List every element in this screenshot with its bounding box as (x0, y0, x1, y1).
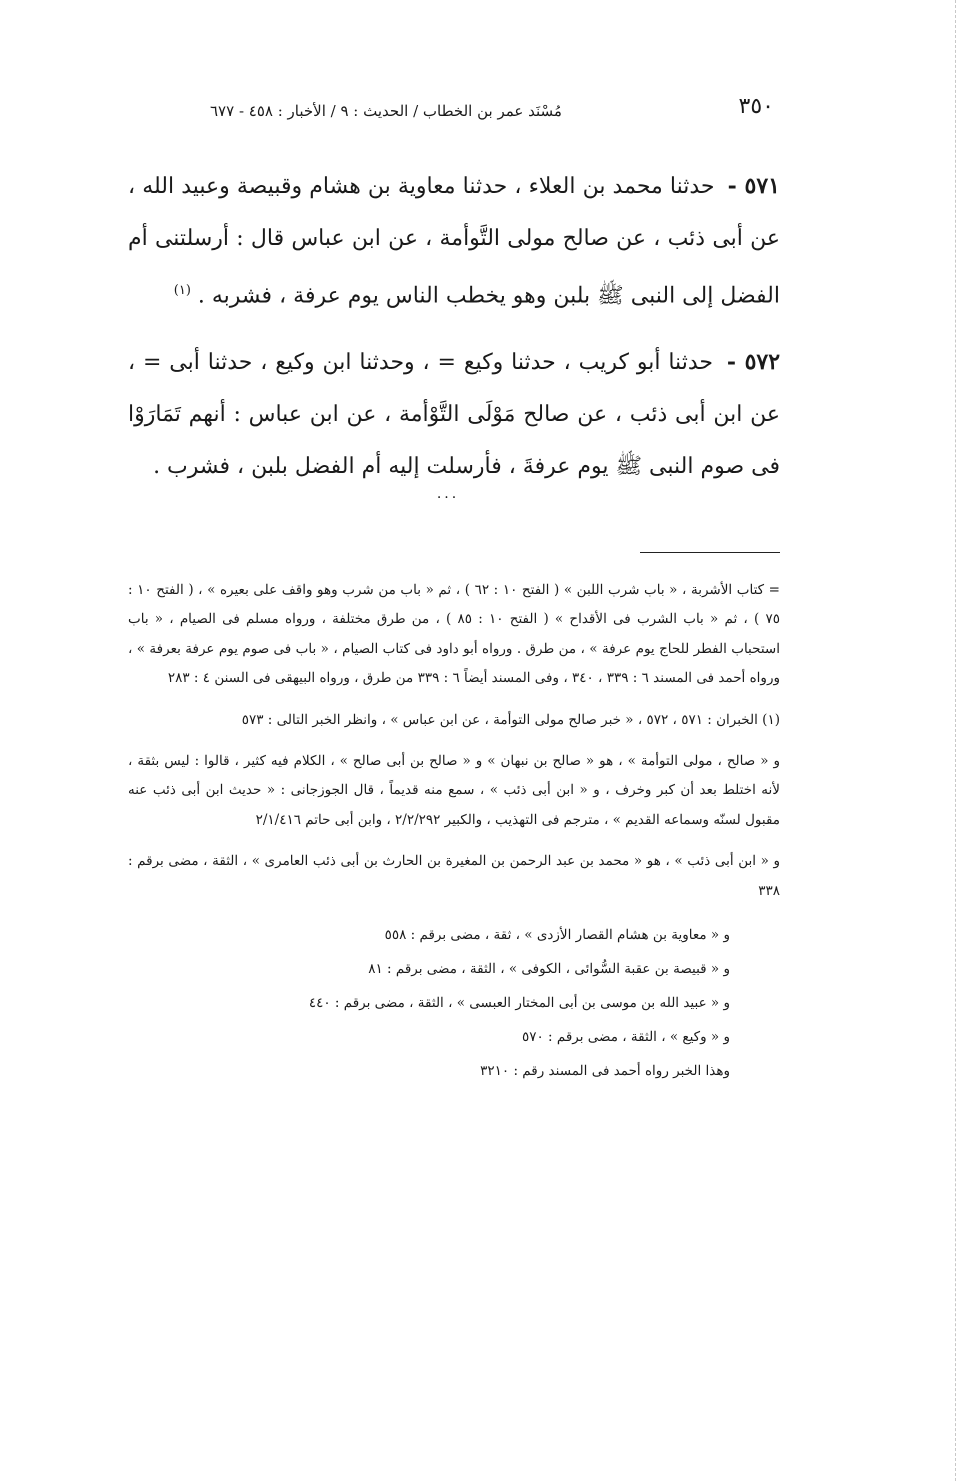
running-head: مُسْنَد عمر بن الخطاب / الحديث : ٩ / الأخبار : ٤٥٨ - ٦٧٧ (210, 102, 562, 120)
page-number: ٣٥٠ (738, 94, 774, 119)
footnote-salih: و « صالح ، مولى التوأمة » ، هو « صالح بن نبهان » و « صالح بن أبى صالح » ، الكلام فيه كثير ، قالوا : ليس بثقة ، لأنه اختلط بعد أن كبر وخرف ، و « ابن أبى ذئب » ، سمع منه قديماً ، قال الجوزجانى : « حديث ابن أبى ذئب عنه مقبول لسنّه وسماعه القديم » ، مترجم فى التهذيب ، والكبير ٢/٢/٢٩٢ ، وابن أبى حاتم ٢/١/٤١٦ (128, 753, 780, 828)
section-separator: ... (436, 486, 460, 502)
footnote-item: و « عبيد الله بن موسى بن أبى المختار العبسى » ، الثقة ، مضى برقم : ٤٤٠ (308, 995, 730, 1012)
page-edge (955, 0, 958, 1481)
footnote-item: و « وكيع » ، الثقة ، مضى برقم : ٥٧٠ (521, 1029, 730, 1046)
page-header (130, 90, 780, 130)
footnote-rule (640, 552, 780, 553)
footnote-item: وهذا الخبر رواه أحمد فى المسند رقم : ٣٢١٠ (480, 1063, 730, 1080)
footnote-item: و « قبيصة بن عقبة السُّوائى ، الكوفى » ، الثقة ، مضى برقم : ٨١ (368, 961, 730, 978)
footnote-item: و « معاوية بن هشام القصار الأزدى » ، ثقة ، مضى برقم : ٥٥٨ (384, 927, 730, 944)
footnotes (128, 576, 780, 1088)
hadith-text: حدثنا أبو كريب ، حدثنا وكيع = ، وحدثنا ابن وكيع ، حدثنا أبى = ، عن ابن أبى ذئب ، عن صالح مَوْلَى التَّوْأمة ، عن ابن عباس : أنهم تَمَارَوْا فى صوم النبى ﷺ يوم عرفةَ ، فأرسلت إليه أم الفضل بلبن ، فشرب . (128, 350, 780, 480)
footnote-1: (١) الخبران : ٥٧١ ، ٥٧٢ ، « خبر صالح مولى التوأمة ، عن ابن عباس » ، وانظر الخبر التالى : ٥٧٣ (241, 711, 780, 728)
footnote-continuation: = كتاب الأشربة ، « باب شرب اللبن » ( الفتح ١٠ : ٦٢ ) ، ثم « باب من شرب وهو واقف على بعيره » ، ( الفتح ١٠ : ٧٥ ) ، ثم « باب الشرب فى الأقداح » ( الفتح ١٠ : ٨٥ ) ، من طرق مختلفة ، ورواه مسلم فى الصيام ، « باب استحباب الفطر للحاج يوم عرفة » ، من طرق . ورواه أبو داود فى كتاب الصيام ، « باب فى صوم يوم عرفة بعرفة » ، ورواه أحمد فى المسند ٦ : ٣٣٩ ، ٣٤٠ ، وفى المسند أيضاً ٦ : ٣٣٩ من طرق ، ورواه البيهقى فى السنن ٤ : ٢٨٣ (128, 582, 780, 687)
hadith-number: ٥٧١ - (727, 173, 780, 199)
hadith-572 (128, 336, 780, 493)
main-text (128, 160, 780, 507)
footnote-reference: (١) (173, 283, 191, 298)
hadith-571 (128, 160, 780, 322)
hadith-number: ٥٧٢ - (726, 349, 781, 376)
hadith-text: حدثنا محمد بن العلاء ، حدثنا معاوية بن هشام وقبيصة وعبيد الله ، عن أبى ذئب ، عن صالح مولى التَّوأمة ، عن ابن عباس قال : أرسلتنى أم الفضل إلى النبى ﷺ بلبن وهو يخطب الناس يوم عرفة ، فشربه . (128, 174, 780, 309)
footnote-ibn-abi-dhib: و « ابن أبى ذئب » ، هو « محمد بن عبد الرحمن بن المغيرة بن الحارث بن أبى ذئب العامرى » ، الثقة ، مضى برقم : ٣٣٨ (128, 853, 780, 899)
